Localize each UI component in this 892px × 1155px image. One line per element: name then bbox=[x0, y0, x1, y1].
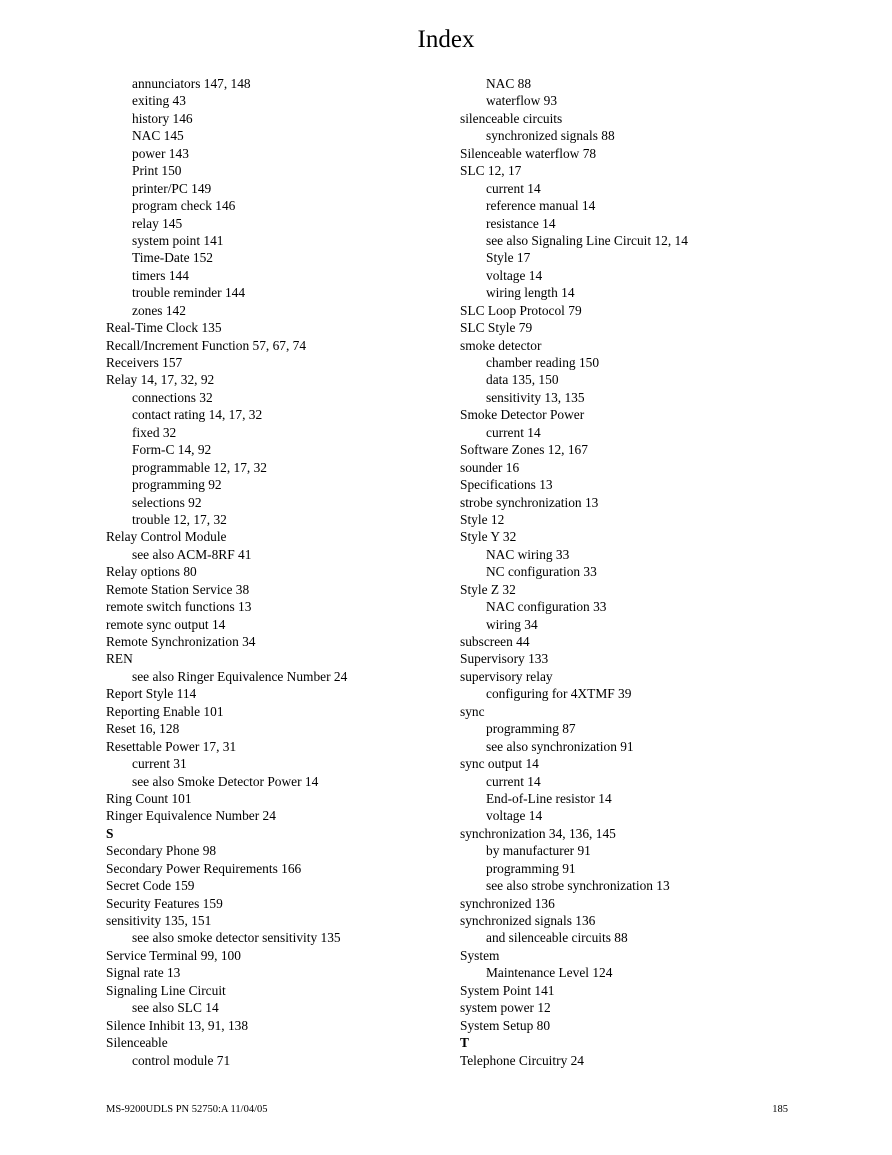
index-entry: Remote Station Service 38 bbox=[106, 581, 250, 597]
index-column-right bbox=[460, 75, 840, 1069]
index-subentry: End-of-Line resistor 14 bbox=[486, 790, 612, 806]
index-entry: Smoke Detector Power bbox=[460, 407, 585, 423]
index-entry: Security Features 159 bbox=[106, 895, 223, 911]
index-subentry: control module 71 bbox=[132, 1052, 231, 1068]
index-entry: synchronized 136 bbox=[460, 895, 555, 911]
index-entry: SLC Style 79 bbox=[460, 320, 533, 336]
index-entry: Relay 14, 17, 32, 92 bbox=[106, 372, 215, 388]
index-entry: System Point 141 bbox=[460, 982, 555, 998]
footer-document-id: MS-9200UDLS PN 52750:A 11/04/05 bbox=[106, 1104, 268, 1115]
index-subentry: printer/PC 149 bbox=[132, 180, 212, 196]
index-subentry: waterflow 93 bbox=[486, 93, 558, 109]
index-subentry: relay 145 bbox=[132, 215, 183, 231]
index-entry: REN bbox=[106, 651, 133, 667]
index-subentry: NC configuration 33 bbox=[486, 564, 597, 580]
index-entry: sensitivity 135, 151 bbox=[106, 913, 212, 928]
index-entry: remote sync output 14 bbox=[106, 616, 226, 632]
index-entry: Ring Count 101 bbox=[106, 790, 192, 806]
index-subentry: connections 32 bbox=[132, 389, 213, 405]
index-subentry: trouble 12, 17, 32 bbox=[132, 511, 227, 527]
index-subentry: NAC configuration 33 bbox=[486, 599, 607, 615]
index-subentry: see also strobe synchronization 13 bbox=[486, 878, 670, 894]
index-entry: subscreen 44 bbox=[460, 634, 530, 649]
index-subentry: voltage 14 bbox=[486, 808, 543, 824]
index-column-left bbox=[106, 75, 486, 1069]
index-subentry: programming 91 bbox=[486, 860, 576, 876]
index-entry: Receivers 157 bbox=[106, 355, 183, 370]
index-subentry: see also Ringer Equivalence Number 24 bbox=[132, 668, 348, 684]
index-entry: supervisory relay bbox=[460, 668, 553, 684]
index-entry: Style Z 32 bbox=[460, 581, 516, 597]
index-subentry: programming 87 bbox=[486, 721, 576, 737]
index-subentry: see also Smoke Detector Power 14 bbox=[132, 773, 319, 789]
index-entry: Report Style 114 bbox=[106, 686, 197, 702]
index-entry: Signal rate 13 bbox=[106, 965, 181, 981]
index-entry: SLC Loop Protocol 79 bbox=[460, 302, 582, 318]
index-entry: Reporting Enable 101 bbox=[106, 703, 224, 719]
index-subentry: wiring length 14 bbox=[486, 285, 575, 301]
index-subentry: timers 144 bbox=[132, 267, 189, 283]
index-entry: Silenceable waterflow 78 bbox=[460, 145, 597, 161]
index-subentry: synchronized signals 88 bbox=[486, 128, 615, 144]
footer-page-number: 185 bbox=[772, 1104, 788, 1115]
index-subentry: Form-C 14, 92 bbox=[132, 442, 212, 458]
index-entry: synchronization 34, 136, 145 bbox=[460, 825, 616, 841]
index-entry: silenceable circuits bbox=[460, 110, 563, 126]
index-subentry: current 14 bbox=[486, 180, 541, 196]
index-entry: Service Terminal 99, 100 bbox=[106, 947, 241, 963]
index-entry: Resettable Power 17, 31 bbox=[106, 738, 237, 754]
index-subentry: NAC 88 bbox=[486, 76, 532, 91]
index-subentry: trouble reminder 144 bbox=[132, 285, 246, 301]
index-entry: Specifications 13 bbox=[460, 477, 553, 493]
index-subentry: system point 141 bbox=[132, 232, 224, 248]
page-title: Index bbox=[417, 26, 475, 53]
index-entry: Relay Control Module bbox=[106, 529, 227, 545]
index-entry: system power 12 bbox=[460, 1000, 551, 1016]
index-subentry: history 146 bbox=[132, 110, 193, 126]
index-subentry: configuring for 4XTMF 39 bbox=[486, 686, 632, 702]
index-entry: sounder 16 bbox=[460, 459, 520, 475]
index-subentry: power 143 bbox=[132, 145, 189, 161]
index-entry: Software Zones 12, 167 bbox=[460, 442, 588, 458]
index-section-letter: S bbox=[106, 825, 114, 841]
index-subentry: program check 146 bbox=[132, 198, 236, 214]
index-entry: Reset 16, 128 bbox=[106, 721, 180, 737]
index-subentry: Maintenance Level 124 bbox=[486, 965, 613, 981]
index-entry: strobe synchronization 13 bbox=[460, 494, 599, 510]
index-entry: Recall/Increment Function 57, 67, 74 bbox=[106, 337, 307, 353]
index-subentry: reference manual 14 bbox=[486, 198, 596, 214]
index-subentry: current 14 bbox=[486, 424, 541, 440]
index-entry: Silenceable bbox=[106, 1035, 168, 1051]
index-entry: Secondary Phone 98 bbox=[106, 843, 217, 859]
index-subentry: annunciators 147, 148 bbox=[132, 76, 251, 91]
index-subentry: exiting 43 bbox=[132, 93, 186, 109]
index-subentry: Print 150 bbox=[132, 163, 182, 179]
index-entry: Supervisory 133 bbox=[460, 651, 549, 667]
index-subentry: current 31 bbox=[132, 756, 187, 772]
index-entry: SLC 12, 17 bbox=[460, 163, 522, 179]
index-entry: Remote Synchronization 34 bbox=[106, 634, 256, 649]
index-entry: Signaling Line Circuit bbox=[106, 982, 226, 998]
index-subentry: data 135, 150 bbox=[486, 372, 559, 388]
index-entry: Silence Inhibit 13, 91, 138 bbox=[106, 1017, 249, 1033]
index-entry: Secondary Power Requirements 166 bbox=[106, 860, 302, 876]
index-subentry: NAC 145 bbox=[132, 128, 184, 144]
index-subentry: selections 92 bbox=[132, 494, 202, 510]
index-subentry: sensitivity 13, 135 bbox=[486, 389, 585, 405]
index-subentry: contact rating 14, 17, 32 bbox=[132, 407, 263, 423]
index-section-letter: T bbox=[460, 1035, 469, 1051]
index-entry: Style Y 32 bbox=[460, 529, 517, 545]
index-entry: sync bbox=[460, 703, 485, 719]
index-entry: remote switch functions 13 bbox=[106, 599, 252, 615]
index-subentry: see also smoke detector sensitivity 135 bbox=[132, 930, 341, 946]
index-subentry: fixed 32 bbox=[132, 424, 177, 440]
index-entry: synchronized signals 136 bbox=[460, 913, 596, 928]
index-subentry: Time-Date 152 bbox=[132, 250, 213, 266]
index-subentry: voltage 14 bbox=[486, 267, 543, 283]
index-entry: System bbox=[460, 947, 500, 963]
index-subentry: and silenceable circuits 88 bbox=[486, 930, 628, 946]
index-subentry: resistance 14 bbox=[486, 215, 556, 231]
index-subentry: NAC wiring 33 bbox=[486, 546, 570, 562]
index-entry: Secret Code 159 bbox=[106, 878, 195, 894]
index-subentry: zones 142 bbox=[132, 302, 186, 318]
index-subentry: see also ACM-8RF 41 bbox=[132, 546, 252, 562]
index-subentry: see also synchronization 91 bbox=[486, 738, 634, 754]
index-entry: smoke detector bbox=[460, 337, 542, 353]
index-subentry: see also Signaling Line Circuit 12, 14 bbox=[486, 232, 688, 248]
index-subentry: chamber reading 150 bbox=[486, 355, 600, 370]
index-subentry: wiring 34 bbox=[486, 616, 538, 632]
index-subentry: by manufacturer 91 bbox=[486, 843, 591, 859]
index-entry: Telephone Circuitry 24 bbox=[460, 1052, 585, 1068]
index-entry: System Setup 80 bbox=[460, 1017, 551, 1033]
index-subentry: see also SLC 14 bbox=[132, 1000, 219, 1016]
index-subentry: programming 92 bbox=[132, 477, 222, 493]
index-entry: Ringer Equivalence Number 24 bbox=[106, 808, 276, 824]
index-subentry: programmable 12, 17, 32 bbox=[132, 459, 267, 475]
index-entry: Style 12 bbox=[460, 511, 505, 527]
index-subentry: Style 17 bbox=[486, 250, 531, 266]
index-entry: Real-Time Clock 135 bbox=[106, 320, 222, 336]
index-entry: sync output 14 bbox=[460, 756, 539, 772]
index-entry: Relay options 80 bbox=[106, 564, 197, 580]
index-subentry: current 14 bbox=[486, 773, 541, 789]
